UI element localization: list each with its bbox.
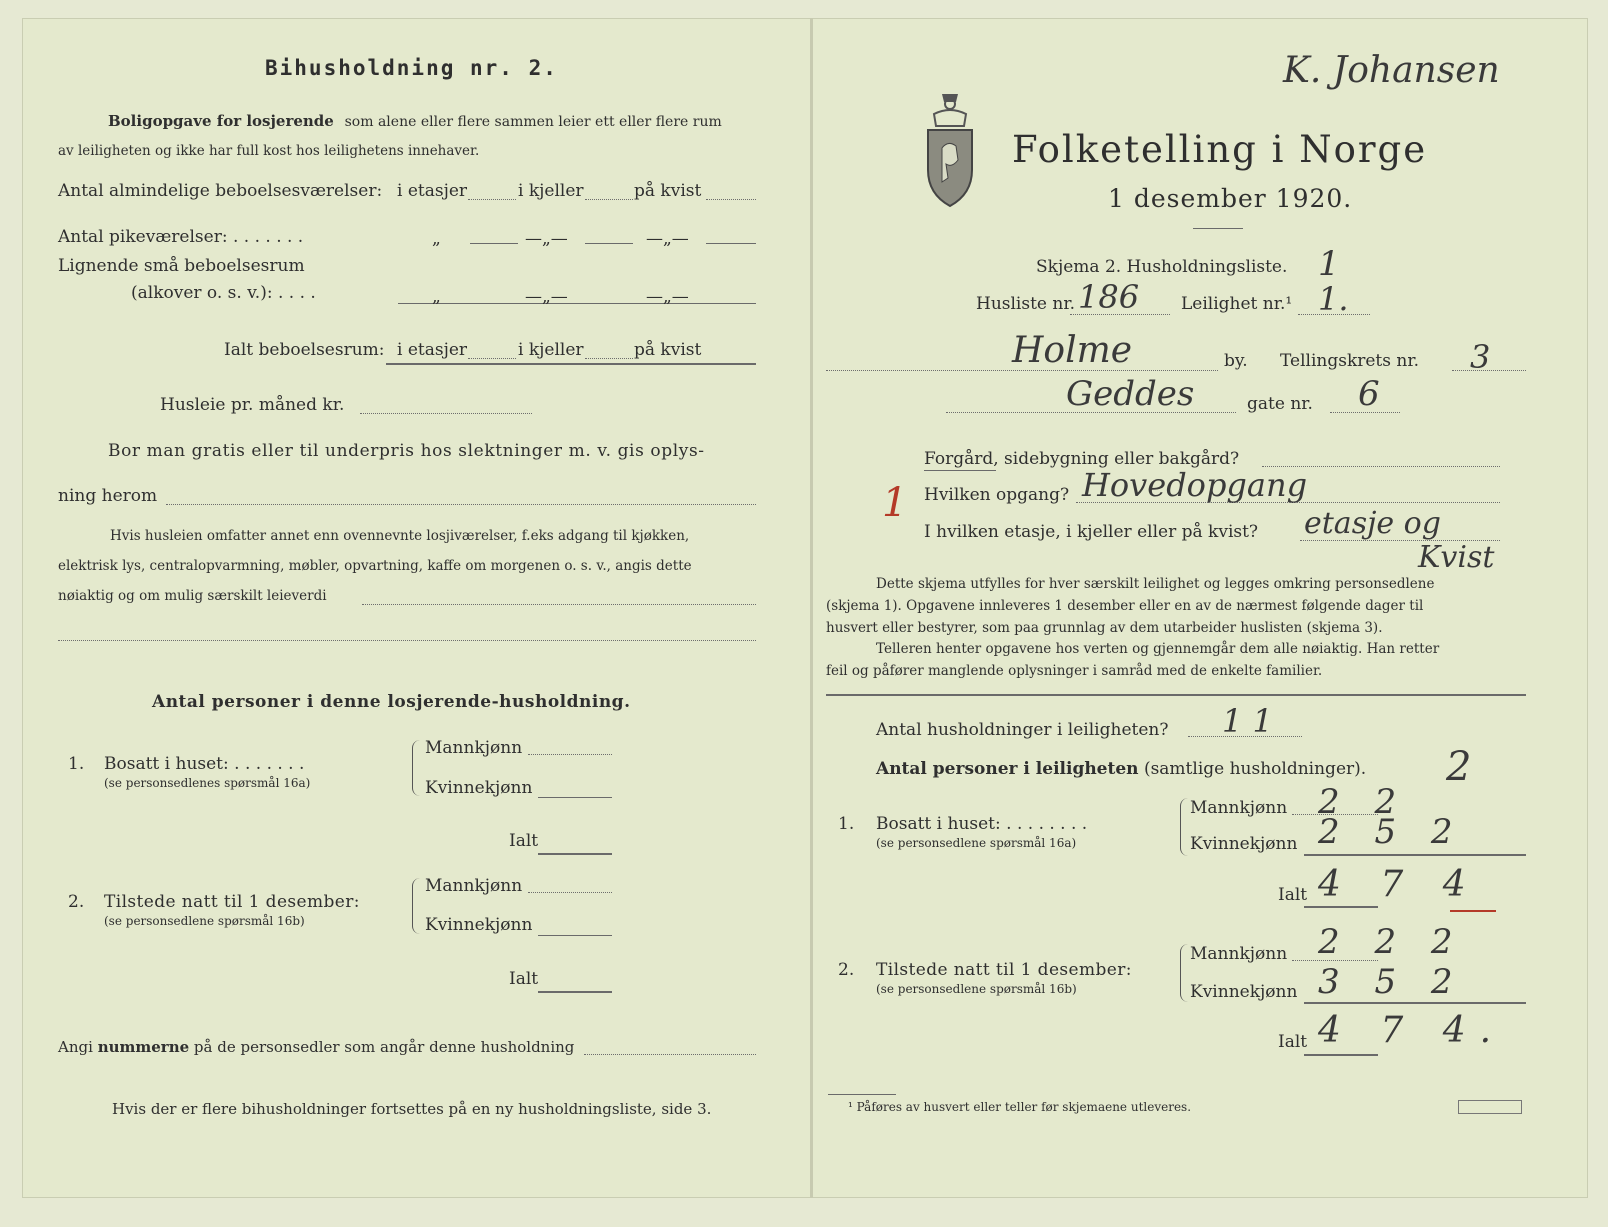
intro-rest: som alene eller flere sammen leier ett eller flere rum <box>344 114 722 130</box>
left-item2-ialt-field[interactable] <box>538 991 612 993</box>
right-item2-kvinne-field <box>1304 1002 1526 1004</box>
extra-field[interactable] <box>58 640 756 641</box>
right-item1-num: 1. <box>838 814 855 834</box>
right-item1-ialt: Ialt <box>1278 885 1308 905</box>
angi-line <box>58 1038 574 1056</box>
antal-pers-bold: Antal personer i leiligheten <box>876 759 1139 779</box>
right-item2-brace <box>1180 944 1189 1002</box>
persons-title: Antal personer i denne losjerende-husholdning. <box>152 692 631 712</box>
gate-label: gate nr. <box>1247 394 1313 414</box>
instr-line-2: (skjema 1). Opgavene innleveres 1 desember eller en av de nærmest følgende dager til <box>826 598 1424 614</box>
gate-nr-value[interactable]: 6 <box>1358 374 1380 414</box>
ialt-kjeller-field[interactable] <box>585 358 633 359</box>
left-item2-mann: Mannkjønn <box>425 876 523 896</box>
left-item2-num: 2. <box>68 892 85 912</box>
left-title: Bihusholdning nr. 2. <box>265 56 558 80</box>
instr-rule <box>826 694 1526 696</box>
opgang-value[interactable]: Hovedopgang <box>1082 466 1308 504</box>
note-line-2: elektrisk lys, centralopvarmning, møbler, opvartning, kaffe om morgenen o. s. v., angis dette <box>58 558 692 574</box>
krets-field <box>1452 370 1526 371</box>
antal-pers-hand: 2 <box>1446 744 1472 790</box>
row3-label-1: Lignende små beboelsesrum <box>58 256 305 276</box>
printer-stamp <box>1458 1100 1522 1114</box>
left-item1-num: 1. <box>68 754 85 774</box>
instr-line-1: Dette skjema utfylles for hver særskilt leilighet og legges omkring personsedlene <box>876 576 1435 592</box>
left-item1-mann: Mannkjønn <box>425 738 523 758</box>
by-field <box>826 370 1218 371</box>
instr-line-3: husvert eller bestyrer, som paa grunnlag av dem utarbeider huslisten (skjema 3). <box>826 620 1383 636</box>
left-item1-kvinne: Kvinnekjønn <box>425 778 533 798</box>
row1-kvist: på kvist <box>634 181 702 201</box>
left-item2-kvinne-field[interactable] <box>538 935 612 936</box>
right-item2-mann-value[interactable]: 2 2 2 <box>1318 922 1465 962</box>
row3-underline <box>398 303 756 304</box>
angi-rest: på de personsedler som angår denne husholdning <box>193 1038 575 1056</box>
left-item2-kvinne: Kvinnekjønn <box>425 915 533 935</box>
left-item2-label: Tilstede natt til 1 desember: <box>104 892 360 912</box>
row1-kvist-field[interactable] <box>706 199 756 200</box>
right-item1-kvinne-value[interactable]: 2 5 2 <box>1318 812 1465 852</box>
row2-ditto-3: —„— <box>646 229 689 249</box>
gate-nr-field <box>1330 412 1400 413</box>
right-item2-kvinne-value[interactable]: 3 5 2 <box>1318 962 1465 1002</box>
right-item2-sub: (se personsedlene spørsmål 16b) <box>876 982 1077 996</box>
footnote-rule <box>828 1094 896 1095</box>
row2-label: Antal pikeværelser: . . . . . . . <box>58 227 304 247</box>
row2-kjeller-field[interactable] <box>585 243 633 244</box>
antal-pers-rest: (samtlige husholdninger). <box>1143 759 1367 779</box>
intro-line-1 <box>108 112 722 130</box>
antal-hush-field <box>1188 736 1302 737</box>
leilighet-field <box>1298 314 1370 315</box>
left-item1-ialt-field[interactable] <box>538 853 612 855</box>
right-date: 1 desember 1920. <box>1108 184 1353 213</box>
left-bottom-note: Hvis der er flere bihusholdninger fortsettes på en ny husholdningsliste, side 3. <box>112 1100 712 1118</box>
right-item1-ialt-field <box>1304 906 1378 908</box>
left-item1-kvinne-field[interactable] <box>538 797 612 798</box>
gratis-line-2: ning herom <box>58 486 158 506</box>
leilighet-value[interactable]: 1. <box>1318 280 1349 318</box>
row1-kjeller-field[interactable] <box>585 199 633 200</box>
opgang-field <box>1076 502 1500 503</box>
leilighet-label: Leilighet nr.¹ <box>1181 294 1293 314</box>
left-item2-sub: (se personsedlene spørsmål 16b) <box>104 914 305 928</box>
gate-value[interactable]: Geddes <box>1066 374 1195 414</box>
left-item2-ialt: Ialt <box>509 969 539 989</box>
right-item2-ialt-value[interactable]: 4 7 4. <box>1318 1010 1506 1051</box>
ialt-etasje: i etasjer <box>397 340 468 360</box>
angi-bold: nummerne <box>97 1038 190 1056</box>
husliste-field <box>1070 314 1170 315</box>
row3-ditto-2: —„— <box>525 287 568 307</box>
gratis-line-1: Bor man gratis eller til underpris hos slektninger m. v. gis oplys- <box>108 441 705 461</box>
etasje-value-1[interactable]: etasje og <box>1304 506 1441 541</box>
right-title: Folketelling i Norge <box>1012 128 1428 171</box>
left-item1-ialt: Ialt <box>509 831 539 851</box>
row1-etasje: i etasjer <box>397 181 468 201</box>
krets-value[interactable]: 3 <box>1470 338 1491 376</box>
row1-etasje-field[interactable] <box>468 199 516 200</box>
krets-label: Tellingskrets nr. <box>1280 351 1420 371</box>
opgang-label: Hvilken opgang? <box>924 485 1070 505</box>
row2-ditto-2: —„— <box>525 229 568 249</box>
signature: K. Johansen <box>1283 50 1500 91</box>
right-item1-sub: (se personsedlene spørsmål 16a) <box>876 836 1077 850</box>
right-item1-brace <box>1180 798 1189 856</box>
intro-line-2: av leiligheten og ikke har full kost hos leilighetens innehaver. <box>58 143 480 159</box>
antal-hush-label: Antal husholdninger i leiligheten? <box>876 720 1169 740</box>
left-item1-brace <box>412 740 421 796</box>
red-mark: 1 <box>882 480 908 526</box>
note-line-3: nøiaktig og om mulig særskilt leieverdi <box>58 588 327 604</box>
coat-of-arms-icon <box>918 90 982 210</box>
right-item2-kvinne: Kvinnekjønn <box>1190 982 1298 1002</box>
intro-bold: Boligopgave for losjerende <box>108 112 334 130</box>
leieverdi-field[interactable] <box>362 604 756 605</box>
left-item1-mann-field[interactable] <box>528 754 612 755</box>
left-item1-label: Bosatt i huset: . . . . . . . <box>104 754 305 774</box>
etasje-field <box>1300 540 1500 541</box>
footnote: ¹ Påføres av husvert eller teller før skjemaene utleveres. <box>848 1100 1192 1114</box>
red-underline <box>1450 910 1496 912</box>
etasje-value-2[interactable]: Kvist <box>1418 540 1495 575</box>
forgard-underline <box>924 470 996 471</box>
ialt-kjeller: i kjeller <box>518 340 584 360</box>
right-item2-mann: Mannkjønn <box>1190 944 1288 964</box>
right-item1-kvinne-field <box>1304 854 1526 856</box>
right-item1-label: Bosatt i huset: . . . . . . . . <box>876 814 1088 834</box>
row1-label: Antal almindelige beboelsesværelser: <box>58 181 383 201</box>
left-item2-brace <box>412 878 421 934</box>
right-item2-ialt-field <box>1304 1054 1378 1056</box>
husliste-value[interactable]: 186 <box>1078 278 1140 316</box>
right-item1-kvinne: Kvinnekjønn <box>1190 834 1298 854</box>
ialt-rooms-label: Ialt beboelsesrum: <box>224 340 385 360</box>
right-item2-num: 2. <box>838 960 855 980</box>
right-item1-ialt-value[interactable]: 4 7 4 <box>1318 864 1480 905</box>
page-fold <box>810 18 813 1198</box>
husleie-label: Husleie pr. måned kr. <box>160 395 345 415</box>
row1-kjeller: i kjeller <box>518 181 584 201</box>
right-item2-label: Tilstede natt til 1 desember: <box>876 960 1132 980</box>
row3-label-2: (alkover o. s. v.): . . . . <box>131 283 316 303</box>
skjema-hand: 1 <box>1318 244 1340 284</box>
gratis-field[interactable] <box>166 504 756 505</box>
skjema-label: Skjema 2. Husholdningsliste. <box>1036 257 1288 277</box>
by-value[interactable]: Holme <box>1012 330 1133 371</box>
note-line-1: Hvis husleien omfatter annet enn ovennevnte losjiværelser, f.eks adgang til kjøkken, <box>110 528 690 544</box>
antal-hush-value[interactable]: 1 1 <box>1222 702 1273 740</box>
right-item1-mann: Mannkjønn <box>1190 798 1288 818</box>
right-item2-ialt: Ialt <box>1278 1032 1308 1052</box>
angi-pre: Angi <box>58 1038 93 1056</box>
husleie-field[interactable] <box>360 413 532 414</box>
title-rule <box>1193 228 1243 229</box>
ialt-etasje-field[interactable] <box>468 358 516 359</box>
etasje-label: I hvilken etasje, i kjeller eller på kvist? <box>924 522 1259 542</box>
ialt-kvist: på kvist <box>634 340 702 360</box>
antal-pers-line <box>876 759 1366 779</box>
row2-etasje-field[interactable] <box>470 243 518 244</box>
gate-field <box>946 412 1236 413</box>
row3-ditto: „ <box>432 287 441 307</box>
husliste-label: Husliste nr. <box>976 294 1076 314</box>
instr-line-4: Telleren henter opgavene hos verten og gjennemgår dem alle nøiaktig. Han retter <box>876 641 1440 657</box>
left-item2-mann-field[interactable] <box>528 892 612 893</box>
instr-line-5: feil og påfører manglende oplysninger i samråd med de enkelte familier. <box>826 663 1323 679</box>
right-item1-mann-value[interactable]: 2 2 <box>1318 782 1409 822</box>
row2-ditto: „ <box>432 229 441 249</box>
left-item1-sub: (se personsedlenes spørsmål 16a) <box>104 776 311 790</box>
row3-ditto-3: —„— <box>646 287 689 307</box>
row2-kvist-field[interactable] <box>706 243 756 244</box>
ialt-underline <box>386 363 756 365</box>
by-label: by. <box>1224 351 1248 371</box>
angi-field[interactable] <box>584 1054 756 1055</box>
forgard-label: Forgård, sidebygning eller bakgård? <box>924 449 1240 469</box>
